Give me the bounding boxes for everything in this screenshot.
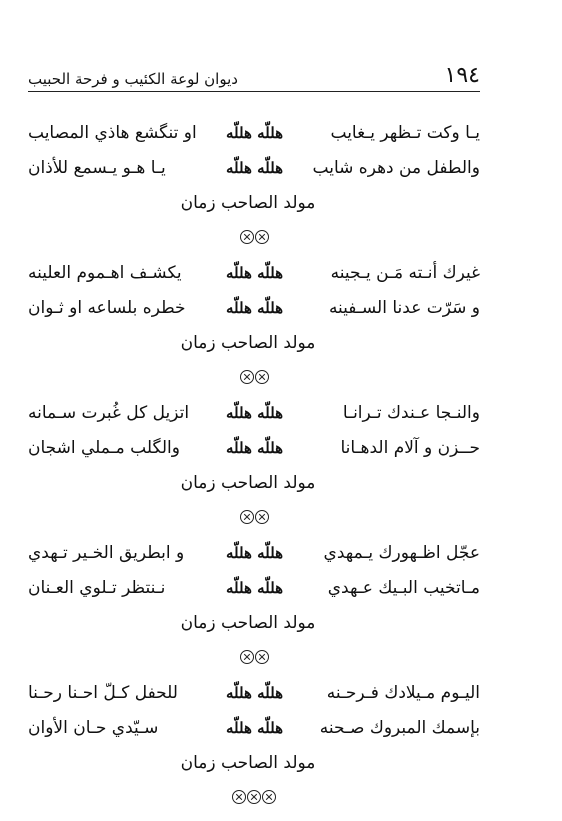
left-hemistich: والگلب مـملي اشجان <box>28 438 180 458</box>
left-hemistich: خطره بلساعه او ثـوان <box>28 298 186 318</box>
chorus-word: هللّه هللّه <box>226 684 283 702</box>
stanza-divider <box>28 360 480 396</box>
right-hemistich: حــزن و آلام الدهـانا <box>340 438 480 458</box>
chorus-word: هللّه هللّه <box>226 264 283 282</box>
refrain-line: مولد الصاحب زمان <box>180 333 316 353</box>
left-hemistich: نـنتظر تـلوي العـنان <box>28 578 166 598</box>
stanza-divider <box>28 220 480 256</box>
right-hemistich: يـا وكت تـظهر يـغايب <box>330 123 480 143</box>
chorus-word: هللّه هللّه <box>226 579 283 597</box>
ornament-icon <box>240 510 254 524</box>
chorus-word: هللّه هللّه <box>226 719 283 737</box>
stanza-divider <box>28 780 480 816</box>
refrain-line: مولد الصاحب زمان <box>180 753 316 773</box>
ornament-icon <box>255 650 269 664</box>
verse-line <box>28 711 480 746</box>
verse-line <box>28 571 480 606</box>
left-hemistich: اتزيل كل غُبرت سـمانه <box>28 403 190 423</box>
stanza-5 <box>28 676 480 816</box>
right-hemistich: و سَرّت عدنا السـفينه <box>328 298 480 318</box>
verse-line <box>28 396 480 431</box>
ornament-icon <box>247 790 261 804</box>
stanza-4 <box>28 536 480 676</box>
verse-line <box>28 256 480 291</box>
verse-line <box>28 536 480 571</box>
poem-content <box>28 116 480 816</box>
ornament-icon <box>255 230 269 244</box>
left-hemistich: و ابطريق الخـير تـهدي <box>28 543 185 563</box>
right-hemistich: بإسمك المبروك صـحنه <box>319 718 480 738</box>
stanza-3 <box>28 396 480 536</box>
left-hemistich: سـيّدي حـان الأوان <box>28 718 159 738</box>
chorus-word: هللّه هللّه <box>226 299 283 317</box>
ornament-icon <box>240 370 254 384</box>
left-hemistich: للحفل كـلّ احـنا رحـنا <box>28 683 178 703</box>
right-hemistich: عجّل اظـهورك يـمهدي <box>323 543 480 563</box>
refrain-line: مولد الصاحب زمان <box>180 613 316 633</box>
refrain-line: مولد الصاحب زمان <box>180 193 316 213</box>
verse-line <box>28 151 480 186</box>
verse-line <box>28 116 480 151</box>
left-hemistich: او تنگشع هاذي المصايب <box>28 123 197 143</box>
stanza-divider <box>28 640 480 676</box>
ornament-icon <box>240 230 254 244</box>
ornament-icon <box>240 650 254 664</box>
right-hemistich: غيرك أنـته مَـن يـجينه <box>330 263 480 283</box>
stanza-divider <box>28 500 480 536</box>
stanza-2 <box>28 256 480 396</box>
ornament-icon <box>232 790 246 804</box>
ornament-icon <box>255 510 269 524</box>
right-hemistich: والطفل من دهره شايب <box>312 158 480 178</box>
left-hemistich: يـا هـو يـسمع للأذان <box>28 158 166 178</box>
page-number: ١٩٤ <box>444 63 480 88</box>
ornament-icon <box>262 790 276 804</box>
right-hemistich: مـاتخيب البـيك عـهدي <box>327 578 480 598</box>
ornament-icon <box>255 370 269 384</box>
stanza-1 <box>28 116 480 256</box>
refrain-line: مولد الصاحب زمان <box>180 473 316 493</box>
book-title: ديوان لوعة الكئيب و فرحة الحبيب <box>28 70 238 88</box>
verse-line <box>28 676 480 711</box>
chorus-word: هللّه هللّه <box>226 124 283 142</box>
right-hemistich: والنـجا عـندك تـرانـا <box>342 403 480 423</box>
chorus-word: هللّه هللّه <box>226 404 283 422</box>
left-hemistich: يكشـف اهـموم العلينه <box>28 263 182 283</box>
page-header <box>28 58 480 92</box>
right-hemistich: اليـوم مـيلادك فـرحـنه <box>326 683 480 703</box>
verse-line <box>28 431 480 466</box>
chorus-word: هللّه هللّه <box>226 159 283 177</box>
chorus-word: هللّه هللّه <box>226 439 283 457</box>
chorus-word: هللّه هللّه <box>226 544 283 562</box>
verse-line <box>28 291 480 326</box>
